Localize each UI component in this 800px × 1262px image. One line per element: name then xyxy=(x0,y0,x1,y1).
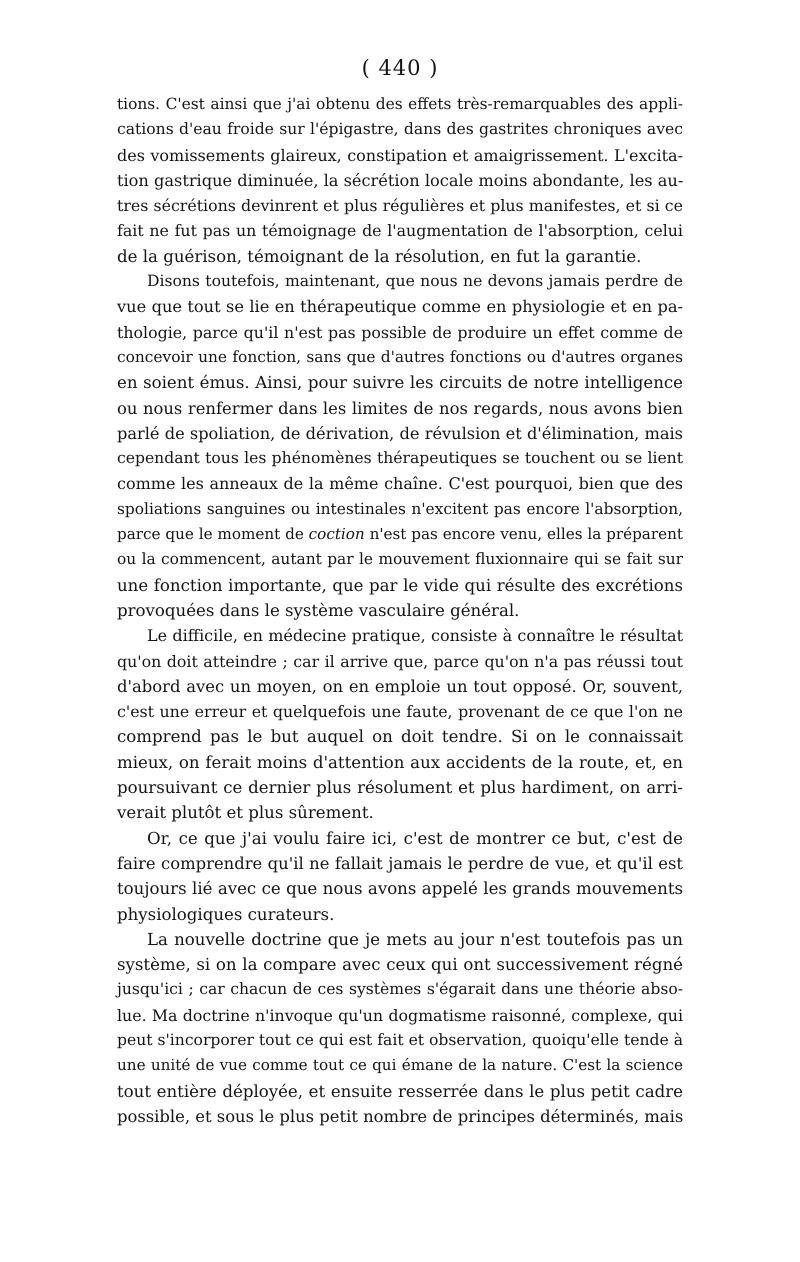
text-segment: n'est pas encore venu, elles la préparent xyxy=(364,525,683,544)
paragraph-5 xyxy=(117,927,683,1129)
text-line: d'abord avec un moyen, on en emploie un tout opposé. Or, souvent, xyxy=(117,676,683,696)
text-line: mieux, on ferait moins d'attention aux accidents de la route, et, en xyxy=(117,752,683,772)
text-line: système, si on la compare avec ceux qui ont successivement régné xyxy=(117,955,683,975)
text-line: en soient émus. Ainsi, pour suivre les circuits de notre intelligence xyxy=(117,373,683,393)
text-line: fait ne fut pas un témoignage de l'augmentation de l'absorption, celui xyxy=(117,221,683,241)
text-line: possible, et sous le plus petit nombre de principes déterminés, mais xyxy=(117,1106,684,1126)
text-line: comprend pas le but auquel on doit tendre. Si on le connaissait xyxy=(117,727,683,747)
page-number: ( 440 ) xyxy=(361,56,439,80)
text-line: c'est une erreur et quelquefois une faute, provenant de ce que l'on ne xyxy=(117,702,683,722)
italic-term: coction xyxy=(308,525,365,544)
text-line: cependant tous les phénomènes thérapeutiques se touchent ou se lient xyxy=(117,449,683,468)
text-line: une fonction importante, que par le vide qui résulte des excrétions xyxy=(117,575,683,595)
text-line: thologie, parce qu'il n'est pas possible de produire un effet comme de xyxy=(117,322,683,342)
paragraph-1 xyxy=(117,92,683,269)
text-line: toujours lié avec ce que nous avons appelé les grands mouvements xyxy=(117,879,683,899)
text-line: de la guérison, témoignant de la résolution, en fut la garantie. xyxy=(117,246,642,266)
text-line: spoliations sanguines ou intestinales n'excitent pas encore l'absorption, xyxy=(117,499,683,518)
text-line: tres sécrétions devinrent et plus régulières et plus manifestes, et si ce xyxy=(117,196,683,216)
text-line: ou la commencent, autant par le mouvement fluxionnaire qui se fait sur xyxy=(117,550,683,569)
text-line: Disons toutefois, maintenant, que nous ne devons jamais perdre de xyxy=(147,272,683,291)
text-line: poursuivant ce dernier plus résolument et plus hardiment, on arri- xyxy=(117,778,683,798)
text-line: tion gastrique diminuée, la sécrétion locale moins abondante, les au- xyxy=(117,170,684,190)
text-line: jusqu'ici ; car chacun de ces systèmes s'égarait dans une théorie abso- xyxy=(117,980,683,999)
paragraph-4 xyxy=(117,826,683,927)
text-line: lue. Ma doctrine n'invoque qu'un dogmatisme raisonné, complexe, qui xyxy=(117,1005,683,1025)
text-line: concevoir une fonction, sans que d'autres fonctions ou d'autres organes xyxy=(117,347,683,366)
paragraph-3 xyxy=(117,623,683,825)
text-line: une unité de vue comme tout ce qui émane de la nature. C'est la science xyxy=(117,1056,683,1075)
text-line: parlé de spoliation, de dérivation, de révulsion et d'élimination, mais xyxy=(117,423,683,443)
paragraph-2 xyxy=(117,269,683,623)
text-line-coction xyxy=(117,522,683,547)
text-segment: parce que le moment de xyxy=(117,525,309,544)
text-line: comme les anneaux de la même chaîne. C'est pourquoi, bien que des xyxy=(117,474,683,494)
text-line: peut s'incorporer tout ce qui est fait et observation, quoiqu'elle tende à xyxy=(117,1030,683,1049)
text-line: tions. C'est ainsi que j'ai obtenu des effets très-remarquables des appli- xyxy=(117,95,683,113)
text-line: provoquées dans le système vasculaire général. xyxy=(117,600,520,620)
text-line: Le difficile, en médecine pratique, consiste à connaître le résultat xyxy=(147,626,683,646)
text-line: des vomissements glaireux, constipation et amaigrissement. L'excita- xyxy=(117,145,683,165)
text-line: tout entière déployée, et ensuite resserrée dans le plus petit cadre xyxy=(117,1081,683,1101)
text-line: faire comprendre qu'il ne fallait jamais le perdre de vue, et qu'il est xyxy=(117,853,683,873)
text-line: vue que tout se lie en thérapeutique comme en physiologie et en pa- xyxy=(117,297,683,317)
body-text xyxy=(117,92,683,1129)
text-line: ou nous renfermer dans les limites de nos regards, nous avons bien xyxy=(117,398,683,418)
text-line: Or, ce que j'ai voulu faire ici, c'est de montrer ce but, c'est de xyxy=(147,828,683,848)
text-line: qu'on doit atteindre ; car il arrive que, parce qu'on n'a pas réussi tout xyxy=(117,651,683,671)
text-line: cations d'eau froide sur l'épigastre, dans des gastrites chroniques avec xyxy=(117,120,683,139)
text-line: La nouvelle doctrine que je mets au jour n'est toutefois pas un xyxy=(147,929,683,949)
text-line: physiologiques curateurs. xyxy=(117,904,335,924)
text-line: verait plutôt et plus sûrement. xyxy=(117,803,374,823)
